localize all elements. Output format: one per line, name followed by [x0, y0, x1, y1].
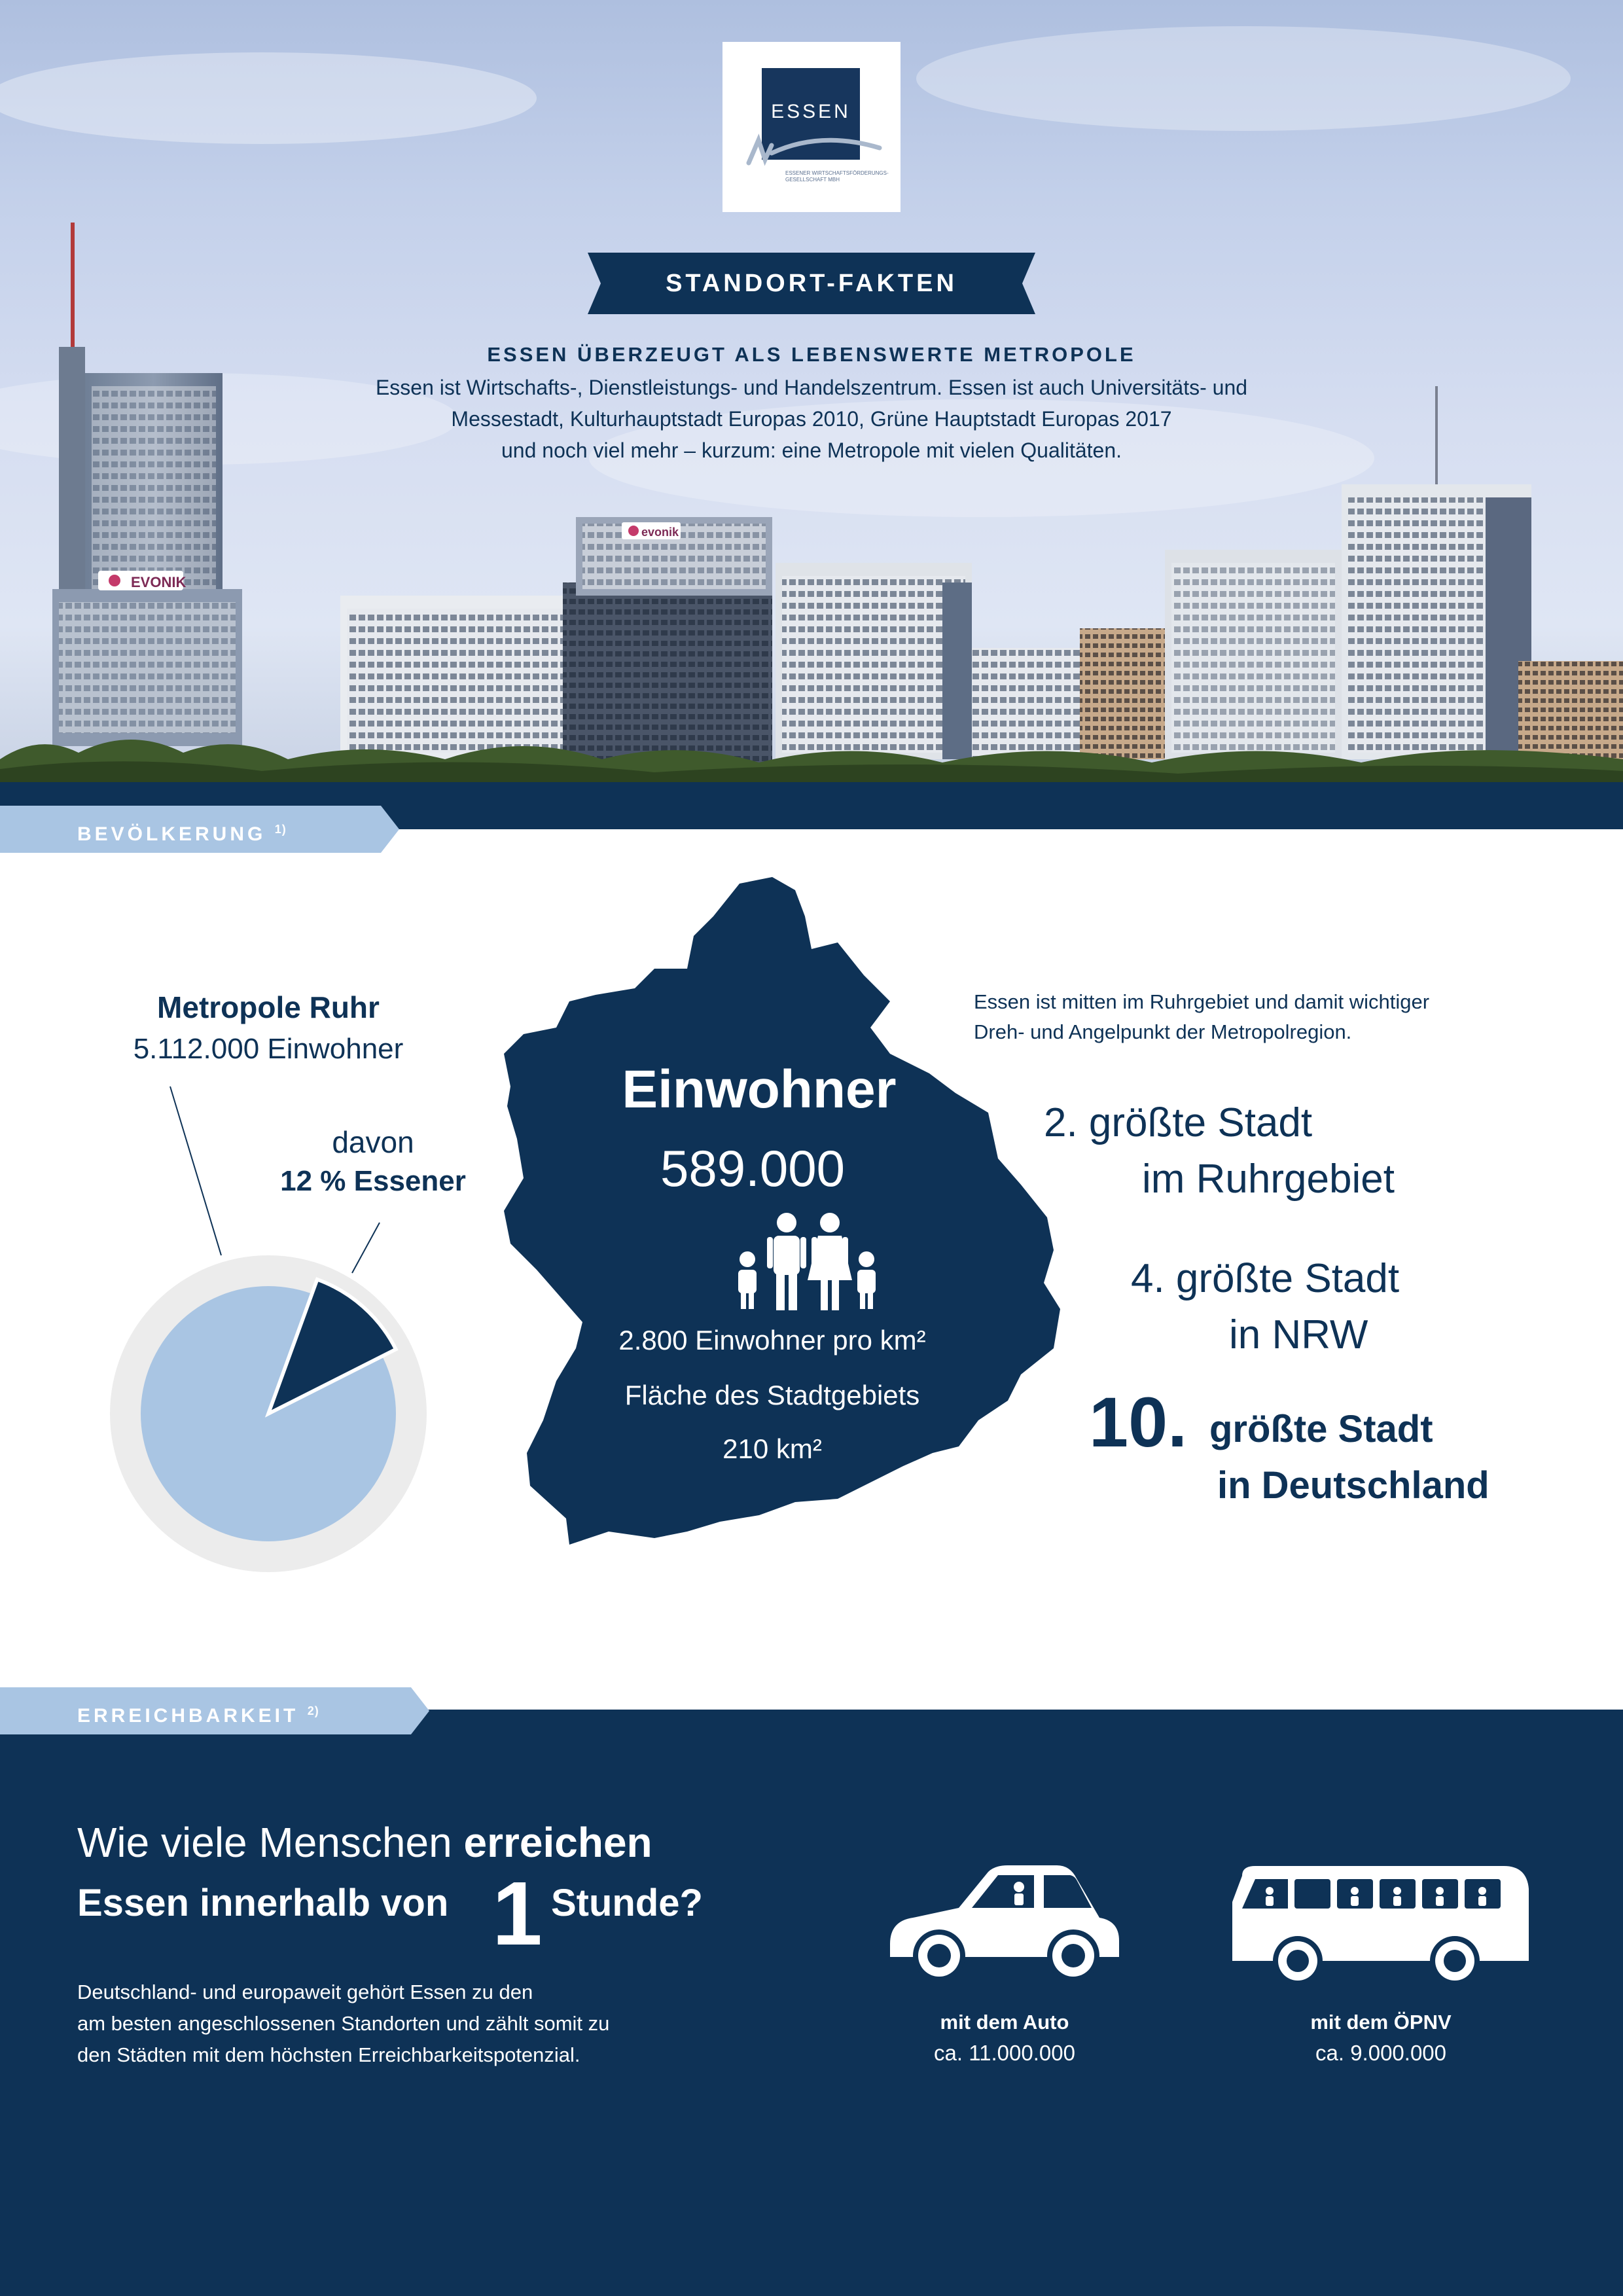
bus-title: mit dem ÖPNV [1310, 2011, 1452, 2034]
reach-question-line-2a: Essen innerhalb von [77, 1882, 449, 1924]
tab-footnote: 2) [307, 1704, 319, 1717]
reach-desc-line-2: am besten angeschlossenen Standorten und zählt somit zu [77, 2012, 610, 2035]
area-label: Fläche des Stadtgebiets [624, 1380, 920, 1410]
ruhr-note [974, 987, 1497, 1047]
car-icon [883, 1859, 1126, 1990]
hero-skyline-section [0, 0, 1623, 782]
einwohner-value: 589.000 [660, 1139, 845, 1197]
banner-title: STANDORT-FAKTEN [666, 270, 957, 297]
bus-icon [1229, 1863, 1530, 1987]
hero-text-line-3: und noch viel mehr – kurzum: eine Metropole mit vielen Qualitäten. [501, 439, 1122, 462]
car-value: ca. 11.000.000 [934, 2041, 1075, 2065]
family-icon [732, 1212, 882, 1310]
rank-2-line-2: im Ruhrgebiet [1142, 1157, 1395, 1202]
essener-share-pie [85, 1230, 452, 1597]
tab-footnote: 1) [274, 823, 287, 836]
logo-swoosh-icon [742, 134, 886, 173]
svg-text:evonik: evonik [641, 526, 679, 539]
svg-text:EVONIK: EVONIK [131, 574, 187, 590]
essener-share: 12 % Essener [280, 1165, 466, 1197]
rank-2-line-1: 2. größte Stadt [1044, 1100, 1313, 1145]
rank-4-line-2: in NRW [1229, 1312, 1368, 1357]
essen-logo [722, 42, 901, 212]
car-title: mit dem Auto [940, 2011, 1069, 2034]
logo-subtitle: ESSENER WIRTSCHAFTSFÖRDERUNGS-GESELLSCHAFT MBH [785, 170, 889, 183]
rank-10-line-2: in Deutschland [1217, 1464, 1489, 1507]
tab-bevoelkerung [0, 806, 399, 853]
ruhr-title: Metropole Ruhr [157, 990, 380, 1024]
tab-erreichbarkeit [0, 1687, 429, 1734]
tab-label: BEVÖLKERUNG $^{1)}$ [77, 823, 287, 845]
reach-question-line-2b: Stunde? [551, 1882, 703, 1924]
tab-label: ERREICHBARKEIT $^{2)}$ [77, 1704, 319, 1727]
reach-desc-line-1: Deutschland- und europaweit gehört Essen zu den [77, 1981, 533, 2003]
reach-desc-line-3: den Städten mit dem höchsten Erreichbarkeitspotenzial. [77, 2043, 580, 2066]
einwohner-title: Einwohner [622, 1060, 897, 1119]
ruhr-population: 5.112.000 Einwohner [133, 1033, 404, 1065]
hero-text-line-2: Messestadt, Kulturhauptstadt Europas 2010, Grüne Hauptstadt Europas 2017 [451, 407, 1172, 431]
rank-4-line-1: 4. größte Stadt [1131, 1256, 1400, 1301]
bus-value: ca. 9.000.000 [1315, 2041, 1446, 2065]
rank-10-number: 10. [1089, 1382, 1188, 1462]
reach-question-number: 1 [492, 1863, 543, 1964]
reach-question-line-1: Wie viele Menschen erreichen [77, 1819, 652, 1866]
hero-text-line-1: Essen ist Wirtschafts-, Dienstleistungs- und Handelszentrum. Essen ist auch Universitäts- und [375, 376, 1248, 399]
rank-10-line-1: größte Stadt [1209, 1408, 1433, 1450]
hero-heading: ESSEN ÜBERZEUGT ALS LEBENSWERTE METROPOLE [487, 343, 1136, 366]
davon-label: davon [332, 1125, 414, 1159]
standort-banner [588, 253, 1035, 314]
logo-name: ESSEN [771, 101, 851, 122]
density-label: 2.800 Einwohner pro km² [618, 1325, 926, 1355]
area-value: 210 km² [722, 1433, 822, 1464]
ruhr-note-line-2: Dreh- und Angelpunkt der Metropolregion. [974, 1020, 1352, 1043]
ruhr-note-line-1: Essen ist mitten im Ruhrgebiet und damit wichtiger [974, 990, 1430, 1013]
